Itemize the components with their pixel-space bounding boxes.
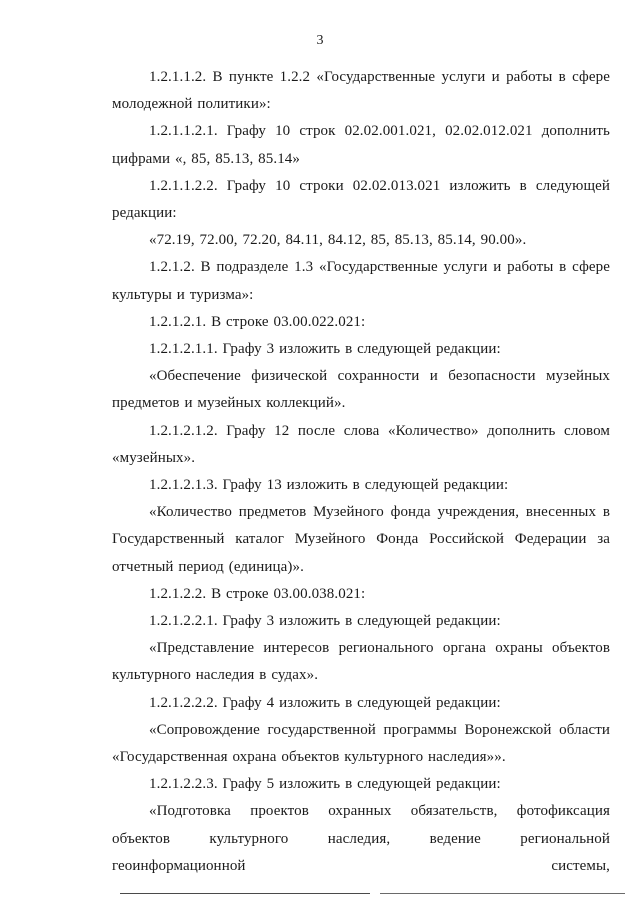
paragraph-4: «72.19, 72.00, 72.20, 84.11, 84.12, 85, 85.13, 85.14, 90.00». [149, 232, 527, 249]
page-number: 3 [316, 33, 324, 48]
paragraph-1: 1.2.1.1.2. В пункте 1.2.2 «Государственные услуги и работы в сфере молодежной политики»: [112, 69, 610, 113]
footer-rule-left [120, 893, 370, 894]
paragraph-9: 1.2.1.2.1.2. Графу 12 после слова «Количество» дополнить словом «музейных». [112, 422, 610, 466]
paragraph-17: 1.2.1.2.2.3. Графу 5 изложить в следующей редакции: [149, 776, 501, 793]
paragraph-8: «Обеспечение физической сохранности и безопасности музейных предметов и музейных коллекций». [112, 368, 610, 412]
paragraph-3: 1.2.1.1.2.2. Графу 10 строки 02.02.013.021 изложить в следующей редакции: [112, 177, 610, 222]
paragraph-11: «Количество предметов Музейного фонда учреждения, внесенных в Государственный каталог Музейного Фонда Российской Федерации за отчетный период (единица)». [112, 504, 610, 575]
paragraph-10: 1.2.1.2.1.3. Графу 13 изложить в следующей редакции: [149, 477, 509, 494]
paragraph-6: 1.2.1.2.1. В строке 03.00.022.021: [149, 313, 366, 330]
paragraph-2: 1.2.1.1.2.1. Графу 10 строк 02.02.001.021, 02.02.012.021 дополнить цифрами «, 85, 85.13, 85.14» [112, 123, 610, 167]
paragraph-14: «Представление интересов регионального органа охраны объектов культурного наследия в судах». [112, 640, 610, 684]
paragraph-16: «Сопровождение государственной программы Воронежской области «Государственная охрана объектов культурного наследия»». [112, 721, 610, 766]
footer-rule-right [380, 893, 625, 894]
paragraph-12: 1.2.1.2.2. В строке 03.00.038.021: [149, 585, 366, 602]
paragraph-13: 1.2.1.2.2.1. Графу 3 изложить в следующей редакции: [149, 613, 501, 630]
document-body [112, 64, 610, 880]
paragraph-7: 1.2.1.2.1.1. Графу 3 изложить в следующей редакции: [149, 341, 501, 358]
paragraph-5: 1.2.1.2. В подразделе 1.3 «Государственные услуги и работы в сфере культуры и туризма»: [112, 259, 610, 303]
paragraph-18: «Подготовка проектов охранных обязательств, фотофиксация объектов культурного наследия, ведение региональной геоинформационной системы, [112, 803, 610, 874]
paragraph-15: 1.2.1.2.2.2. Графу 4 изложить в следующей редакции: [149, 694, 501, 711]
